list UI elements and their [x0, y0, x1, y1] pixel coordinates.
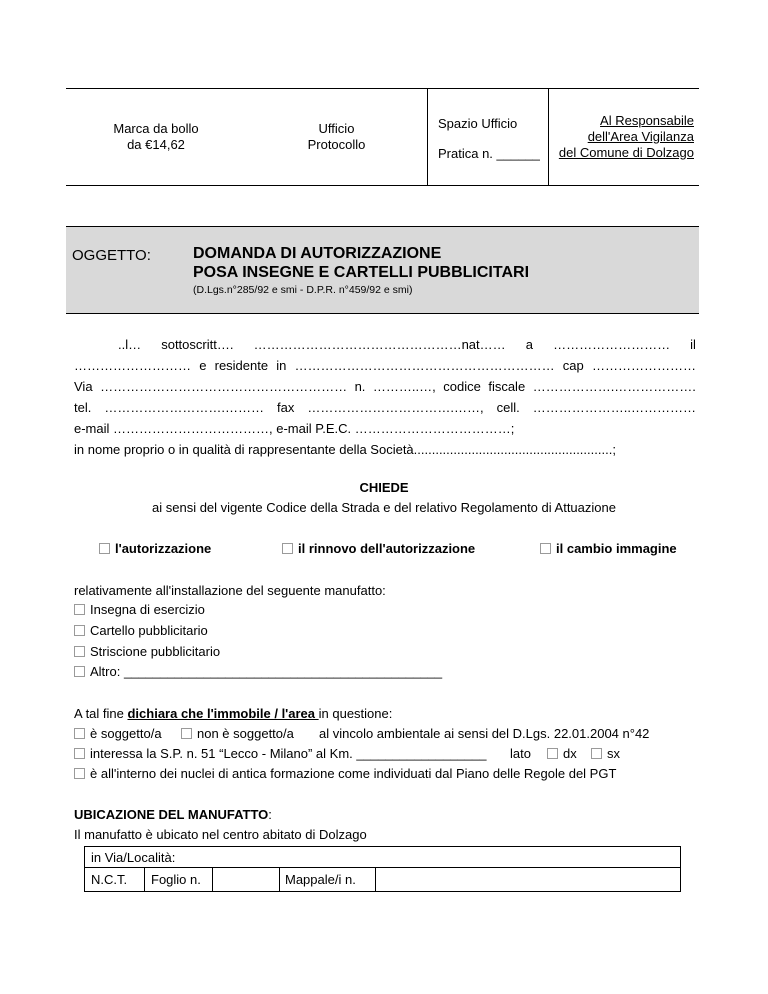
text: in questione:	[318, 706, 393, 721]
text[interactable]: ……………….……………….	[532, 379, 696, 394]
marca-line2: da €14,62	[127, 137, 185, 152]
text: Via	[74, 379, 93, 394]
cell-divider	[212, 868, 213, 892]
option-rinnovo[interactable]	[282, 541, 475, 556]
oggetto-title1: DOMANDA DI AUTORIZZAZIONE	[193, 245, 442, 262]
text: n.	[354, 379, 366, 394]
text: dx	[563, 746, 577, 761]
responsabile-cell	[549, 89, 699, 185]
dichiara-emphasis: dichiara che l'immobile / l'area	[127, 706, 319, 721]
option-label: l'autorizzazione	[115, 541, 212, 556]
cell-divider	[375, 868, 376, 892]
header-table	[66, 88, 699, 186]
ufficio-protocollo-cell	[246, 89, 427, 185]
header-divider	[427, 89, 428, 185]
option-cambio-immagine[interactable]	[540, 541, 677, 556]
line-sottoscritto	[118, 337, 696, 352]
manufatto-item[interactable]	[74, 602, 205, 617]
text: il	[690, 337, 696, 352]
pratica-field[interactable]: Pratica n. ______	[438, 146, 540, 161]
vincolo-text: al vincolo ambientale ai sensi del D.Lgs. 22.01.2004 n°42	[319, 726, 650, 741]
text: sottoscritt….	[161, 337, 234, 352]
cell-divider	[144, 868, 145, 892]
text: cap	[562, 358, 584, 373]
item-label: Altro: ____________________________________________	[90, 664, 443, 679]
text: fax	[277, 400, 295, 415]
chiede-title: CHIEDE	[359, 480, 409, 495]
text: è all'interno dei nuclei di antica formazione come individuati dal Piano delle Regole del PGT	[90, 766, 617, 781]
checkbox-icon[interactable]	[591, 748, 602, 759]
checkbox-icon[interactable]	[74, 604, 85, 615]
text: a	[525, 337, 533, 352]
text: è soggetto/a	[90, 726, 162, 741]
checkbox-icon[interactable]	[540, 543, 551, 554]
manufatto-intro: relativamente all'installazione del seguente manufatto:	[74, 583, 386, 598]
manufatto-item[interactable]	[74, 644, 220, 659]
text[interactable]: …………………………………………nat……	[253, 337, 506, 352]
oggetto-title2: POSA INSEGNE E CARTELLI PUBBLICITARI	[193, 264, 530, 281]
option-autorizzazione[interactable]	[99, 541, 211, 556]
line-via	[74, 379, 696, 394]
catasto-row	[85, 867, 680, 892]
lato-dx[interactable]	[547, 746, 577, 761]
ubicazione-text: Il manufatto è ubicato nel centro abitato di Dolzago	[74, 827, 367, 842]
line-tel	[74, 400, 696, 415]
sp51-row	[74, 746, 487, 761]
spazio-ufficio: Spazio Ufficio	[438, 116, 518, 131]
foglio-label: Foglio n.	[151, 872, 201, 887]
checkbox-icon[interactable]	[74, 768, 85, 779]
line-residente	[74, 358, 696, 373]
ubicazione-title	[74, 807, 272, 822]
vincolo-option[interactable]	[181, 726, 294, 741]
resp-line1: Al Responsabile	[600, 113, 694, 128]
checkbox-icon[interactable]	[282, 543, 293, 554]
text: e	[199, 358, 207, 373]
via-localita-field[interactable]: in Via/Località:	[91, 850, 176, 865]
item-label: Striscione pubblicitario	[90, 644, 221, 659]
text: in	[276, 358, 287, 373]
text: codice	[443, 379, 481, 394]
checkbox-icon[interactable]	[74, 666, 85, 677]
resp-line3: del Comune di Dolzago	[558, 145, 694, 160]
text: tel.	[74, 400, 92, 415]
text[interactable]: interessa la S.P. n. 51 “Lecco - Milano” al Km. __________________	[90, 746, 487, 761]
text: ..l…	[118, 337, 142, 352]
ubicazione-heading: UBICAZIONE DEL MANUFATTO	[74, 807, 269, 822]
lato-sx[interactable]	[591, 746, 620, 761]
checkbox-icon[interactable]	[74, 748, 85, 759]
marca-line1: Marca da bollo	[113, 121, 199, 136]
ufficio-line2: Protocollo	[307, 137, 366, 152]
vincolo-row	[74, 726, 162, 741]
nct-label: N.C.T.	[91, 872, 128, 887]
text: fiscale	[488, 379, 526, 394]
checkbox-icon[interactable]	[74, 625, 85, 636]
text[interactable]: ………..…,	[372, 379, 436, 394]
item-label: Cartello pubblicitario	[90, 623, 208, 638]
resp-line2: dell'Area Vigilanza	[587, 129, 694, 144]
text: A tal fine	[74, 706, 128, 721]
line-email[interactable]: e-mail ………………………………, e-mail P.E.C. ………………………………;	[74, 421, 515, 436]
oggetto-block	[66, 226, 699, 314]
oggetto-subtitle: (D.Lgs.n°285/92 e smi - D.P.R. n°459/92 e smi)	[193, 284, 413, 296]
text[interactable]: ………………………	[74, 358, 191, 373]
oggetto-label: OGGETTO:	[72, 247, 151, 264]
text[interactable]: ……………………	[591, 358, 696, 373]
text[interactable]: …………………………….……,	[307, 400, 484, 415]
checkbox-icon[interactable]	[74, 646, 85, 657]
marca-bollo-cell	[66, 89, 246, 185]
text: :	[268, 807, 272, 822]
text[interactable]: …………………………………………………	[100, 379, 348, 394]
text: non è soggetto/a	[197, 726, 294, 741]
checkbox-icon[interactable]	[181, 728, 192, 739]
text: residente	[214, 358, 269, 373]
item-label: Insegna di esercizio	[90, 602, 205, 617]
cell-divider	[279, 868, 280, 892]
ubicazione-table	[84, 846, 681, 892]
option-label: il cambio immagine	[556, 541, 677, 556]
chiede-subtitle: ai sensi del vigente Codice della Strada e del relativo Regolamento di Attuazione	[152, 500, 616, 515]
checkbox-icon[interactable]	[99, 543, 110, 554]
checkbox-icon[interactable]	[74, 728, 85, 739]
text[interactable]: …………………..……………	[532, 400, 696, 415]
lato-label: lato	[510, 746, 531, 761]
text[interactable]: ……………………………………………………	[294, 358, 555, 373]
checkbox-icon[interactable]	[547, 748, 558, 759]
line-societa[interactable]: in nome proprio o in qualità di rappresentante della Società.......................................................;	[74, 442, 616, 457]
nuclei-row[interactable]	[74, 766, 616, 781]
ufficio-line1: Ufficio	[318, 121, 355, 136]
text[interactable]: ………………………	[553, 337, 671, 352]
text[interactable]: ……………………….………	[104, 400, 264, 415]
text: sx	[607, 746, 620, 761]
mappale-label: Mappale/i n.	[285, 872, 356, 887]
dichiara-line	[74, 706, 392, 721]
option-label: il rinnovo dell'autorizzazione	[298, 541, 476, 556]
text: cell.	[496, 400, 520, 415]
manufatto-item[interactable]	[74, 623, 208, 638]
manufatto-item[interactable]	[74, 664, 442, 679]
